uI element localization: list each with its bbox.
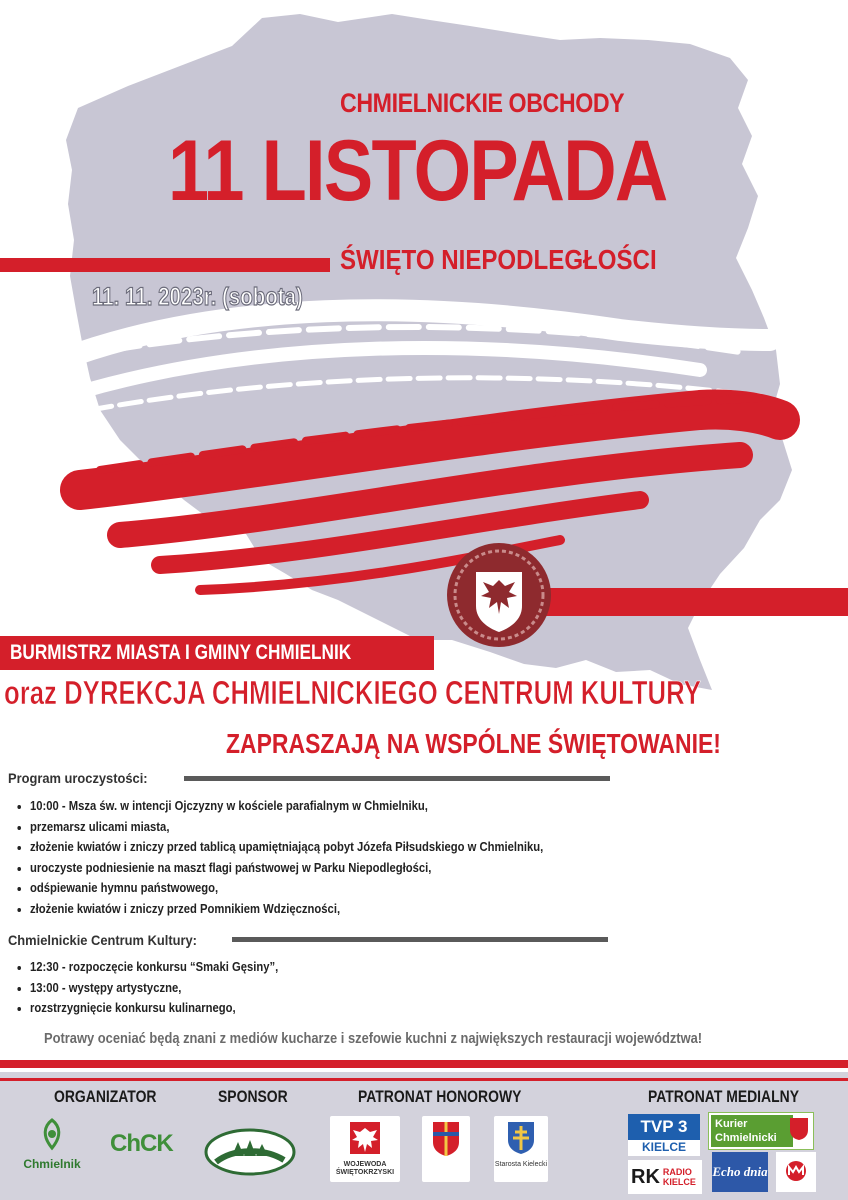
tvp3-logo xyxy=(628,1114,700,1156)
sponsor-logo xyxy=(204,1126,296,1178)
honorary-patronage-label: PATRONAT HONOROWY xyxy=(358,1087,522,1106)
echo-dnia-logo xyxy=(712,1152,768,1192)
county-shield-icon xyxy=(506,1120,536,1156)
program-heading-text: Program uroczystości: xyxy=(8,770,148,786)
em-radio-logo xyxy=(776,1152,816,1192)
holiday-name: ŚWIĘTO NIEPODLEGŁOŚCI xyxy=(340,244,657,275)
hop-icon xyxy=(36,1118,68,1152)
list-item: • 13:00 - występy artystyczne, xyxy=(30,978,278,999)
list-item: • rozstrzygnięcie konkursu kulinarnego, xyxy=(30,998,278,1019)
media-patronage-label: PATRONAT MEDIALNY xyxy=(648,1087,800,1106)
list-item: • uroczyste podniesienie na maszt flagi państwowej w Parku Niepodległości, xyxy=(30,858,543,879)
organizer-label: ORGANIZATOR xyxy=(54,1087,157,1106)
event-subtitle: CHMIELNICKIE OBCHODY xyxy=(340,88,625,118)
rk-icon: RK xyxy=(631,1165,660,1188)
eagle-emblem-seal xyxy=(447,543,551,647)
radio-kielce-logo xyxy=(628,1160,702,1194)
wojewoda-logo xyxy=(330,1116,400,1182)
kurier-logo-text: Kurier Chmielnicki xyxy=(711,1115,793,1147)
footer-red-stripe xyxy=(0,1060,848,1068)
forest-emblem-icon xyxy=(204,1126,296,1178)
culture-heading xyxy=(8,932,213,948)
list-item: • przemarsz ulicami miasta, xyxy=(30,817,543,838)
invitation-headline: ZAPRASZAJĄ NA WSPÓLNE ŚWIĘTOWANIE! xyxy=(226,728,721,759)
culture-divider xyxy=(232,937,608,942)
kurier-logo xyxy=(708,1112,814,1150)
sponsor-label: SPONSOR xyxy=(218,1087,288,1106)
chck-logo xyxy=(110,1130,190,1170)
list-item: • 10:00 - Msza św. w intencji Ojczyzny w kościele parafialnym w Chmielniku, xyxy=(30,796,543,817)
program-divider xyxy=(184,776,610,781)
tvp3-logo-text: TVP 3 xyxy=(640,1117,688,1136)
title-red-bar xyxy=(0,258,330,272)
starosta-logo-text: Starosta Kielecki xyxy=(494,1161,548,1168)
list-item: • złożenie kwiatów i zniczy przed tablicą upamiętniającą pobyt Józefa Piłsudskiego w Chmielniku, xyxy=(30,837,543,858)
wojewoda-logo-text: WOJEWODA ŚWIĘTOKRZYSKI xyxy=(335,1161,395,1176)
town-crest-icon xyxy=(789,1117,809,1141)
tvp3-city-text: KIELCE xyxy=(641,1140,686,1154)
emblem-red-bar xyxy=(520,588,848,616)
list-item: • 12:30 - rozpoczęcie konkursu “Smaki Gęsiny”, xyxy=(30,957,278,978)
chck-logo-text: ChCK xyxy=(110,1130,173,1157)
echo-dnia-text: Echo dnia xyxy=(712,1164,768,1179)
list-item: • złożenie kwiatów i zniczy przed Pomnikiem Wdzięczności, xyxy=(30,899,543,920)
footer-thin-red-stripe xyxy=(0,1078,848,1081)
event-date: 11. 11. 2023r. (sobota) xyxy=(92,283,303,311)
radio-kielce-text: RADIO KIELCE xyxy=(662,1167,696,1187)
program-heading xyxy=(8,770,160,786)
white-eagle-icon xyxy=(348,1120,382,1156)
culture-list xyxy=(12,957,306,1019)
mayor-banner-text: BURMISTRZ MIASTA I GMINY CHMIELNIK xyxy=(10,641,352,664)
em-icon xyxy=(780,1160,812,1182)
culture-heading-text: Chmielnickie Centrum Kultury: xyxy=(8,932,197,948)
chmielnik-logo-text: Chmielnik xyxy=(23,1157,81,1171)
program-list xyxy=(12,796,600,919)
judges-note: Potrawy oceniać będą znani z mediów kucharze i szefowie kuchni z największych restauracji województwa! xyxy=(44,1030,703,1047)
event-title: 11 LISTOPADA xyxy=(168,123,667,219)
province-coat-of-arms-icon xyxy=(431,1120,461,1158)
culture-center-banner: oraz DYREKCJA CHMIELNICKIEGO CENTRUM KULTURY xyxy=(4,674,701,711)
marshal-logo xyxy=(422,1116,470,1182)
list-item: • odśpiewanie hymnu państwowego, xyxy=(30,878,543,899)
chmielnik-logo xyxy=(22,1118,82,1178)
mayor-banner xyxy=(0,636,434,670)
starosta-logo xyxy=(494,1116,548,1182)
